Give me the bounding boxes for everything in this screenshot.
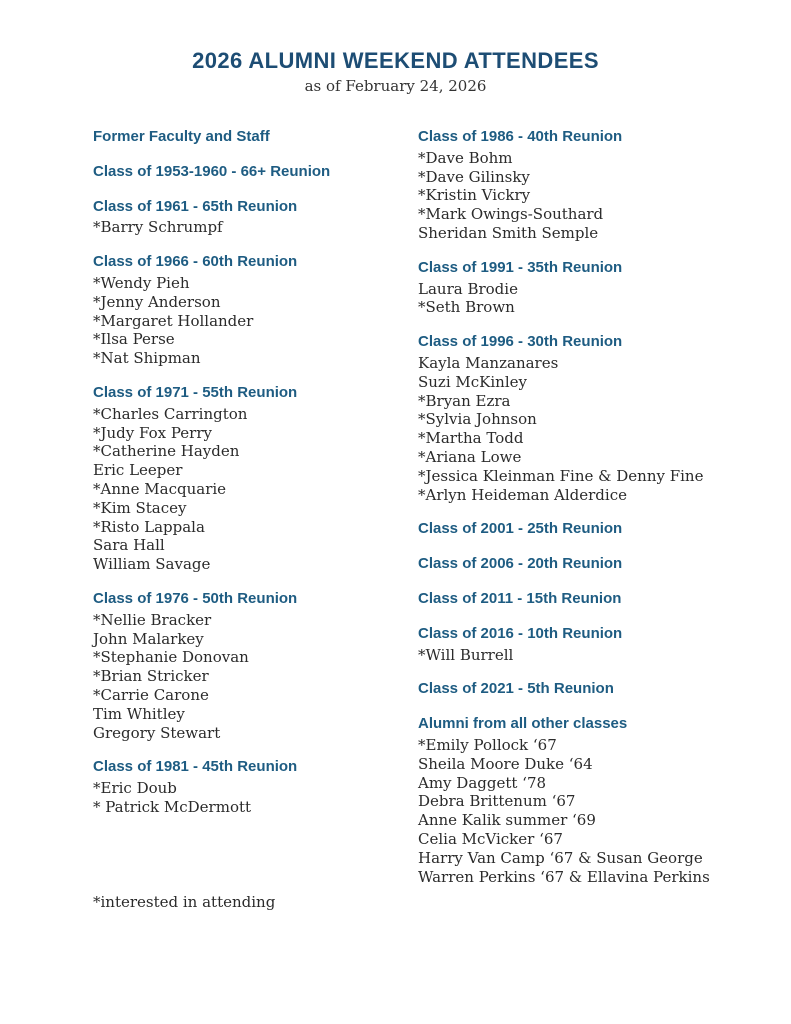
attendee-name: Tim Whitley bbox=[93, 704, 185, 723]
reunion-section bbox=[93, 590, 408, 742]
attendee-name: *Wendy Pieh bbox=[93, 273, 190, 292]
attendee-name: *Ariana Lowe bbox=[418, 447, 522, 466]
reunion-section bbox=[418, 259, 758, 317]
attendee-name: William Savage bbox=[93, 555, 211, 574]
section-heading: Class of 1971 - 55th Reunion bbox=[93, 383, 298, 401]
attendee-name: Gregory Stewart bbox=[93, 723, 221, 742]
reunion-section bbox=[418, 555, 758, 574]
attendee-name: *Jessica Kleinman Fine & Denny Fine bbox=[418, 466, 704, 485]
attendee-name: *Anne Macquarie bbox=[93, 479, 227, 498]
reunion-section bbox=[93, 758, 408, 816]
attendee-name: *Seth Brown bbox=[418, 298, 515, 317]
attendee-name: *Eric Doub bbox=[93, 779, 177, 798]
attendee-name: *Nellie Bracker bbox=[93, 610, 212, 629]
section-heading: Class of 1981 - 45th Reunion bbox=[93, 758, 298, 776]
attendee-name: Warren Perkins ‘67 & Ellavina Perkins bbox=[418, 867, 710, 886]
attendees-column-left bbox=[93, 128, 408, 911]
section-heading: Class of 1996 - 30th Reunion bbox=[418, 333, 623, 351]
attendee-name: *Dave Gilinsky bbox=[418, 167, 530, 186]
attendee-name: *Sylvia Johnson bbox=[418, 410, 537, 429]
reunion-section bbox=[93, 198, 408, 238]
reunion-section bbox=[93, 128, 408, 147]
attendee-name: John Malarkey bbox=[93, 629, 204, 648]
attendee-name: *Judy Fox Perry bbox=[93, 423, 212, 442]
attendee-name: *Will Burrell bbox=[418, 645, 514, 664]
section-heading: Class of 1986 - 40th Reunion bbox=[418, 128, 623, 145]
attendee-name: *Mark Owings-Southard bbox=[418, 205, 604, 224]
section-heading: Class of 1991 - 35th Reunion bbox=[418, 258, 623, 276]
reunion-section bbox=[418, 625, 758, 665]
section-heading: Class of 2001 - 25th Reunion bbox=[418, 520, 623, 538]
attendee-name: Eric Leeper bbox=[93, 461, 183, 480]
reunion-section bbox=[93, 253, 408, 368]
attendee-name: *Charles Carrington bbox=[93, 404, 248, 423]
attendee-name: Celia McVicker ‘67 bbox=[418, 829, 563, 848]
section-heading: Class of 1953-1960 - 66+ Reunion bbox=[93, 162, 331, 180]
attendee-name: Sheridan Smith Semple bbox=[418, 223, 599, 242]
attendee-name: *Jenny Anderson bbox=[93, 292, 221, 311]
reunion-section bbox=[418, 520, 758, 539]
attendee-name: * Patrick McDermott bbox=[93, 797, 252, 816]
reunion-section bbox=[93, 163, 408, 182]
attendee-name: *Risto Lappala bbox=[93, 517, 205, 536]
reunion-section bbox=[93, 384, 408, 574]
attendee-name: Amy Daggett ‘78 bbox=[418, 773, 547, 792]
section-heading: Class of 1966 - 60th Reunion bbox=[93, 253, 298, 271]
page-title: 2026 ALUMNI WEEKEND ATTENDEES bbox=[192, 48, 599, 73]
attendee-name: *Brian Stricker bbox=[93, 667, 209, 686]
attendee-name: *Kristin Vickry bbox=[418, 186, 531, 205]
section-heading: Former Faculty and Staff bbox=[93, 128, 270, 145]
section-heading: Class of 2021 - 5th Reunion bbox=[418, 680, 614, 698]
attendance-footnote: *interested in attending bbox=[93, 892, 276, 911]
attendee-name: Sara Hall bbox=[93, 536, 165, 555]
attendee-name: *Martha Todd bbox=[418, 429, 524, 448]
attendee-name: *Dave Bohm bbox=[418, 148, 513, 167]
attendee-name: Suzi McKinley bbox=[418, 372, 527, 391]
reunion-section bbox=[418, 128, 758, 243]
attendee-name: *Nat Shipman bbox=[93, 349, 201, 368]
section-heading: Class of 2016 - 10th Reunion bbox=[418, 624, 623, 642]
attendee-name: *Ilsa Perse bbox=[93, 330, 175, 349]
reunion-section bbox=[418, 715, 758, 886]
reunion-section bbox=[418, 333, 758, 504]
attendee-name: Debra Brittenum ‘67 bbox=[418, 792, 576, 811]
attendee-name: *Bryan Ezra bbox=[418, 391, 511, 410]
section-heading: Alumni from all other classes bbox=[418, 715, 628, 733]
attendee-name: *Barry Schrumpf bbox=[93, 218, 223, 237]
attendee-name: Kayla Manzanares bbox=[418, 353, 559, 372]
attendee-name: *Margaret Hollander bbox=[93, 311, 254, 330]
attendee-name: *Emily Pollock ‘67 bbox=[418, 735, 557, 754]
reunion-section bbox=[418, 590, 758, 609]
section-heading: Class of 2006 - 20th Reunion bbox=[418, 555, 623, 573]
section-heading: Class of 2011 - 15th Reunion bbox=[418, 589, 622, 607]
section-heading: Class of 1961 - 65th Reunion bbox=[93, 197, 298, 215]
section-heading: Class of 1976 - 50th Reunion bbox=[93, 589, 298, 607]
reunion-section bbox=[418, 680, 758, 699]
attendee-name: *Kim Stacey bbox=[93, 498, 187, 517]
attendee-name: Sheila Moore Duke ‘64 bbox=[418, 754, 593, 773]
attendee-name: Anne Kalik summer ‘69 bbox=[418, 811, 596, 830]
attendee-name: *Arlyn Heideman Alderdice bbox=[418, 485, 627, 504]
attendee-name: *Carrie Carone bbox=[93, 685, 209, 704]
attendee-name: *Stephanie Donovan bbox=[93, 648, 249, 667]
attendee-name: Laura Brodie bbox=[418, 279, 518, 298]
attendees-column-right bbox=[418, 128, 758, 886]
attendee-name: Harry Van Camp ‘67 & Susan George bbox=[418, 848, 703, 867]
page-subtitle: as of February 24, 2026 bbox=[304, 77, 487, 95]
attendee-name: *Catherine Hayden bbox=[93, 442, 240, 461]
